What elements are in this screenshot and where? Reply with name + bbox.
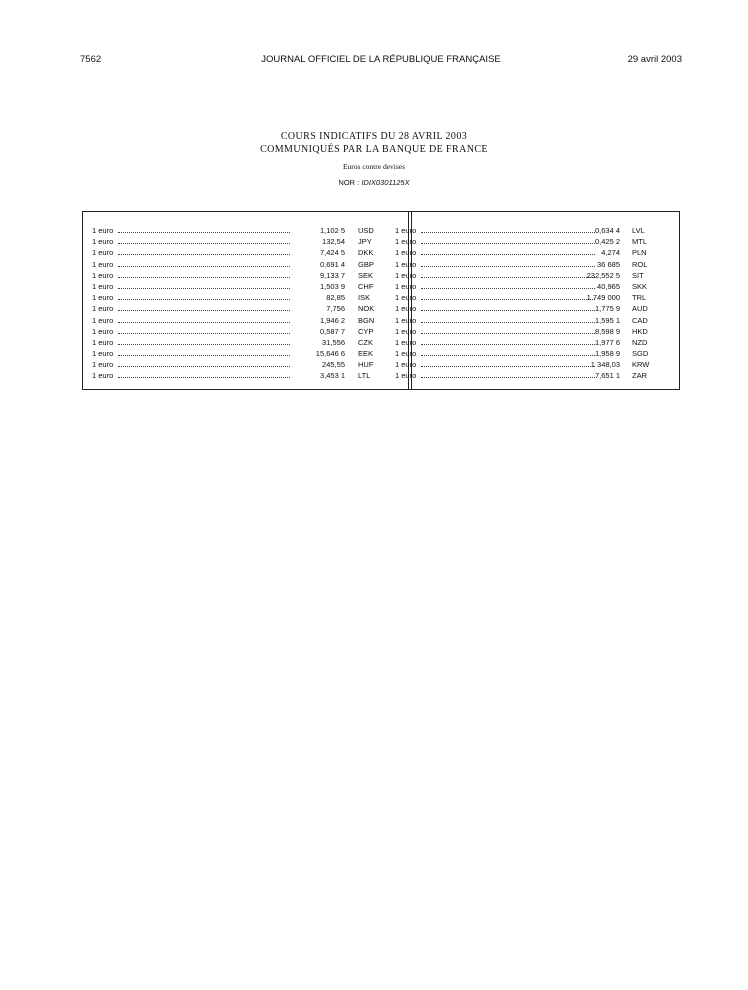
rate-row [395, 370, 672, 381]
rate-row [92, 247, 398, 258]
rate-value: 0,634 4 [594, 226, 620, 235]
rate-value: 31,556 [322, 337, 345, 347]
rate-unit: 1 euro [92, 315, 114, 325]
rate-row [92, 370, 398, 381]
currency-code: JPY [358, 237, 372, 247]
rate-value: 1,775 9 [594, 304, 620, 314]
rate-unit: 1 euro [395, 293, 417, 303]
rate-row [395, 225, 672, 236]
rate-row [395, 270, 672, 281]
rate-row [92, 292, 398, 303]
page-header [80, 54, 682, 68]
rate-row [92, 225, 398, 236]
journal-title: JOURNAL OFFICIEL DE LA RÉPUBLIQUE FRANÇAISE [261, 54, 501, 65]
nor-label: NOR : [338, 178, 360, 187]
rate-row [395, 326, 672, 337]
rate-value: 82,85 [326, 293, 345, 303]
dot-leader [118, 366, 290, 367]
currency-code: EEK [358, 349, 374, 359]
rate-row [92, 359, 398, 370]
dot-leader [118, 266, 290, 267]
nor-value: IDIX0301125X [361, 178, 410, 187]
rate-row [92, 259, 398, 270]
currency-code: NOK [358, 304, 375, 314]
rate-row [395, 303, 672, 314]
rate-unit: 1 euro [92, 337, 114, 347]
rate-row [92, 303, 398, 314]
rates-column-left [92, 225, 398, 382]
dot-leader [118, 310, 290, 311]
rate-value: 7,651 1 [594, 371, 620, 381]
rate-value: 7,756 [326, 304, 345, 314]
rate-value: 1,595 1 [594, 315, 620, 325]
rate-unit: 1 euro [92, 349, 114, 359]
dot-leader [118, 322, 290, 323]
currency-code: GBP [358, 259, 374, 269]
rate-value: 36 685 [597, 259, 620, 269]
rate-row [395, 292, 672, 303]
page-number: 7562 [80, 54, 102, 65]
rate-value: 0,425 2 [594, 237, 620, 247]
currency-code: ROL [632, 259, 648, 269]
rate-row [395, 247, 672, 258]
rate-row [92, 281, 398, 292]
rate-unit: 1 euro [395, 315, 417, 325]
dot-leader [118, 288, 290, 289]
rate-value: 0,587 7 [319, 326, 345, 336]
rate-unit: 1 euro [395, 237, 417, 247]
dot-leader [118, 333, 290, 334]
currency-code: ZAR [632, 371, 647, 381]
rate-row [395, 236, 672, 247]
currency-code: HKD [632, 326, 648, 336]
rate-value: 1,958 9 [594, 349, 620, 359]
rate-row [92, 348, 398, 359]
rate-row [395, 359, 672, 370]
currency-code: SIT [632, 270, 644, 280]
rate-unit: 1 euro [395, 371, 417, 381]
rate-value: 1 749 000 [586, 293, 620, 303]
rate-unit: 1 euro [395, 248, 417, 258]
rate-unit: 1 euro [92, 259, 114, 269]
rate-unit: 1 euro [395, 304, 417, 314]
rate-unit: 1 euro [395, 360, 417, 370]
dot-leader [118, 377, 290, 378]
rate-value: 0,691 4 [319, 259, 345, 269]
rate-unit: 1 euro [92, 226, 114, 235]
currency-code: USD [358, 226, 374, 235]
rate-value: 9,133 7 [319, 270, 345, 280]
currency-code: KRW [632, 360, 650, 370]
rate-value: 245,55 [322, 360, 345, 370]
dot-leader [118, 243, 290, 244]
currency-code: DKK [358, 248, 374, 258]
currency-code: CAD [632, 315, 648, 325]
rate-unit: 1 euro [395, 270, 417, 280]
notice-title-line-2: COMMUNIQUÉS PAR LA BANQUE DE FRANCE [260, 144, 488, 155]
rate-unit: 1 euro [395, 337, 417, 347]
rate-value: 3,453 1 [319, 371, 345, 381]
rate-value: 7,424 5 [319, 248, 345, 258]
rate-unit: 1 euro [92, 360, 114, 370]
dot-leader [118, 277, 290, 278]
rate-value: 4,274 [601, 248, 620, 258]
currency-code: AUD [632, 304, 648, 314]
rate-value: 1 348,03 [590, 360, 620, 370]
rate-row [92, 270, 398, 281]
notice-heading [0, 130, 748, 188]
rate-row [395, 315, 672, 326]
rate-row [395, 259, 672, 270]
rate-value: 132,54 [322, 237, 345, 247]
currency-code: MTL [632, 237, 647, 247]
currency-code: SKK [632, 281, 648, 291]
rate-unit: 1 euro [92, 304, 114, 314]
rate-unit: 1 euro [395, 259, 417, 269]
dot-leader [118, 299, 290, 300]
rate-value: 1,946 2 [319, 315, 345, 325]
currency-code: LVL [632, 226, 645, 235]
rate-unit: 1 euro [92, 371, 114, 381]
dot-leader [118, 344, 290, 345]
currency-code: LTL [358, 371, 371, 381]
currency-code: TRL [632, 293, 647, 303]
dot-leader [118, 355, 290, 356]
dot-leader [118, 254, 290, 255]
notice-title-line-1: COURS INDICATIFS DU 28 AVRIL 2003 [280, 131, 468, 142]
rate-row [92, 337, 398, 348]
currency-code: CHF [358, 281, 374, 291]
rate-row [395, 348, 672, 359]
rate-value: 8,598 9 [594, 326, 620, 336]
rate-unit: 1 euro [395, 226, 417, 235]
currency-code: SGD [632, 349, 649, 359]
rate-row [92, 326, 398, 337]
currency-code: SEK [358, 270, 374, 280]
currency-code: HUF [358, 360, 374, 370]
rate-value: 1,102 5 [319, 226, 345, 235]
rate-value: 1,977 6 [594, 337, 620, 347]
rate-unit: 1 euro [92, 293, 114, 303]
rate-row [92, 236, 398, 247]
nor-reference [0, 178, 748, 188]
rate-unit: 1 euro [92, 237, 114, 247]
currency-code: CYP [358, 326, 374, 336]
notice-subtitle: Euros contre devises [342, 162, 406, 171]
rate-row [395, 337, 672, 348]
rate-unit: 1 euro [92, 248, 114, 258]
issue-date: 29 avril 2003 [627, 54, 682, 65]
rate-unit: 1 euro [92, 270, 114, 280]
rate-row [395, 281, 672, 292]
currency-code: BGN [358, 315, 375, 325]
rate-value: 15,646 6 [315, 349, 345, 359]
dot-leader [118, 232, 290, 233]
rate-unit: 1 euro [92, 281, 114, 291]
rates-column-right [395, 225, 672, 382]
currency-code: PLN [632, 248, 647, 258]
currency-code: ISK [358, 293, 371, 303]
rate-unit: 1 euro [395, 349, 417, 359]
rate-row [92, 315, 398, 326]
exchange-rates-table [82, 211, 680, 390]
rate-unit: 1 euro [395, 281, 417, 291]
rate-value: 1,503 9 [319, 281, 345, 291]
rate-unit: 1 euro [92, 326, 114, 336]
rate-value: 40,965 [597, 281, 620, 291]
rate-value: 232,552 5 [586, 270, 620, 280]
currency-code: NZD [632, 337, 648, 347]
rate-unit: 1 euro [395, 326, 417, 336]
currency-code: CZK [358, 337, 373, 347]
